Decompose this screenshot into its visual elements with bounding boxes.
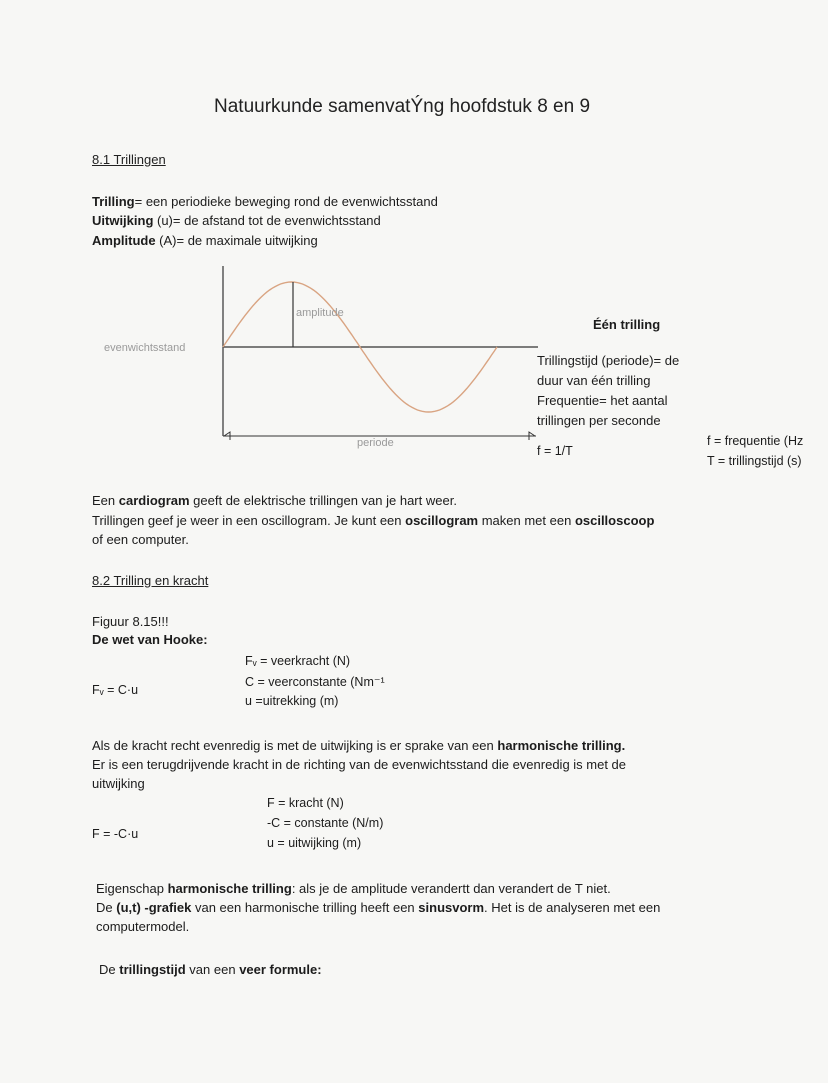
text: De	[99, 962, 120, 977]
definition-text: (A)= de maximale uitwijking	[155, 233, 318, 248]
text: Een	[92, 493, 119, 508]
text: cardiogram	[118, 493, 190, 508]
one-vibration-line: trillingen per seconde	[537, 413, 661, 428]
paragraph-line	[96, 899, 660, 916]
text: Als de kracht recht evenredig is met de uitwijking is er sprake van een	[92, 738, 498, 753]
amplitude-label: amplitude	[296, 307, 344, 319]
formula-legend-item: T = trillingstijd (s)	[707, 454, 802, 468]
text: van een harmonische trilling heeft een	[191, 900, 419, 915]
paragraph-line	[92, 512, 654, 529]
restoring-force-formula: F = -C·u	[92, 827, 139, 841]
section-heading-8-2: 8.2 Trilling en kracht	[92, 573, 209, 588]
formula-legend-item: f = frequentie (Hz	[707, 434, 804, 448]
hooke-formula: Fᵥ = C·u	[92, 683, 139, 697]
period-label: periode	[357, 437, 394, 449]
text: oscillogram	[405, 513, 479, 528]
paragraph-line	[92, 492, 457, 509]
equilibrium-label: evenwichtsstand	[104, 342, 186, 354]
text: oscilloscoop	[574, 513, 655, 528]
paragraph-line: uitwijking	[92, 776, 145, 791]
one-vibration-line: duur van één trilling	[537, 373, 651, 388]
definition-text: = een periodieke beweging rond de evenwichtsstand	[134, 194, 438, 209]
formula-legend-item: C = veerconstante (Nm⁻¹	[245, 675, 385, 689]
formula-legend-item: Fᵥ = veerkracht (N)	[245, 654, 351, 668]
text: maken met een	[478, 513, 575, 528]
paragraph-line: computermodel.	[96, 919, 190, 934]
text: veer formule:	[239, 962, 322, 977]
spring-formula-heading	[99, 961, 322, 978]
term: Trilling	[92, 194, 135, 209]
frequency-formula: f = 1/T	[537, 444, 573, 458]
one-vibration-line: Trillingstijd (periode)= de	[537, 353, 680, 368]
paragraph-line: of een computer.	[92, 532, 189, 547]
vibration-graph	[220, 266, 538, 452]
text: geeft de elektrische trillingen van je hart weer.	[189, 493, 457, 508]
paragraph-line: Er is een terugdrijvende kracht in de richting van de evenwichtsstand die evenredig is met de	[92, 757, 627, 772]
text: Eigenschap	[96, 881, 168, 896]
figure-reference: Figuur 8.15!!!	[92, 614, 169, 629]
text: (u,t) -grafiek	[116, 900, 192, 915]
text: trillingstijd	[119, 962, 186, 977]
text: : als je de amplitude verandertt dan verandert de T niet.	[291, 881, 611, 896]
formula-legend-item: F = kracht (N)	[267, 796, 344, 810]
page-title: Natuurkunde samenvatÝng hoofdstuk 8 en 9	[214, 96, 591, 117]
definition-uitwijking	[92, 212, 381, 229]
text: Trillingen geef je weer in een oscillogram. Je kunt een	[92, 513, 406, 528]
text: harmonische trilling	[167, 881, 292, 896]
term: Uitwijking	[92, 213, 154, 228]
formula-legend-item: -C = constante (N/m)	[267, 816, 384, 830]
text: van een	[185, 962, 240, 977]
formula-legend-item: u =uitrekking (m)	[245, 694, 339, 708]
formula-legend-item: u = uitwijking (m)	[267, 836, 362, 850]
section-heading-8-1: 8.1 Trillingen	[92, 152, 166, 167]
definition-text: (u)= de afstand tot de evenwichtsstand	[153, 213, 381, 228]
paragraph-line	[96, 880, 611, 897]
text: sinusvorm	[418, 900, 485, 915]
paragraph-line	[92, 737, 625, 754]
text: harmonische trilling.	[497, 738, 626, 753]
definition-amplitude	[92, 232, 318, 249]
definition-trilling	[92, 193, 438, 210]
one-vibration-heading: Één trilling	[593, 317, 661, 332]
text: . Het is de analyseren met een	[484, 900, 661, 915]
hooke-heading: De wet van Hooke:	[92, 632, 208, 647]
one-vibration-line: Frequentie= het aantal	[537, 393, 668, 408]
text: De	[96, 900, 117, 915]
term: Amplitude	[92, 233, 156, 248]
